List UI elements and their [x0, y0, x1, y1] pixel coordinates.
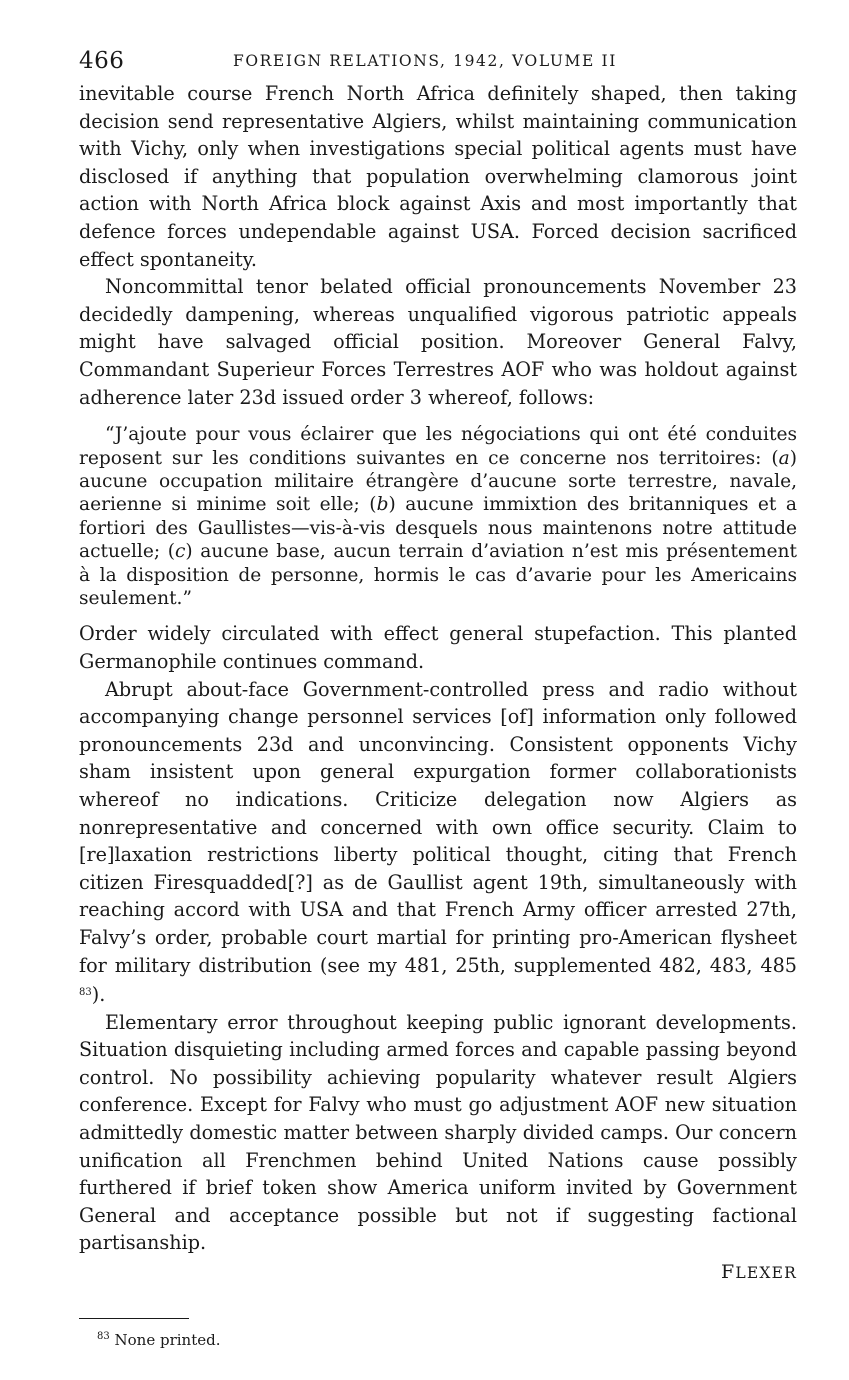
paragraph-4-end: ). [91, 983, 106, 1007]
page-header [79, 40, 797, 80]
page-number: 466 [79, 48, 125, 74]
quote-part-4: ) aucune base, aucun terrain d’aviation n’est mis présentement à la disposition de personne, hormis le cas d’avarie pour les Americains seulement.” [79, 541, 798, 609]
paragraph-1: inevitable course French North Africa definitely shaped, then taking decision send representative Algiers, whilst maintaining communication with Vichy, only when investigations special political agents must have disclosed if anything that population overwhelming clamorous joint action with North Africa block against Axis and most importantly that defence forces undependable against USA. Forced decision sacrificed effect spontaneity. [79, 82, 797, 271]
quote-label-b: b [376, 494, 389, 516]
footnote-marker: 83 [97, 1331, 110, 1343]
quote-part-1: “J’ajoute pour vous éclairer que les négociations qui ont été conduites reposent sur les conditions suivantes en ce concerne nos territoires: ( [79, 424, 797, 469]
document-page [79, 40, 797, 1349]
footnote-text: None printed. [114, 1331, 221, 1350]
footnote [79, 1331, 797, 1349]
signature-rest: LEXER [735, 1264, 797, 1283]
quote-label-c: c [174, 541, 186, 563]
footnote-rule [79, 1318, 189, 1319]
quote-label-a: a [778, 447, 790, 469]
paragraph-2: Noncommittal tenor belated official pronouncements November 23 decidedly dampening, whereas unqualified vigorous patriotic appeals might have salvaged official position. Moreover General Falvy, Commandant Superieur Forces Terrestres AOF who was holdout against adherence later 23d issued order 3 whereof, follows: [79, 275, 797, 409]
paragraph-5: Elementary error throughout keeping public ignorant developments. Situation disquieting including armed forces and capable passing beyond control. No possibility achieving popularity whatever result Algiers conference. Except for Falvy who must go adjustment AOF new situation admittedly domestic matter between sharply divided camps. Our concern unification all Frenchmen behind United Nations cause possibly furthered if brief token show America uniform invited by Government General and acceptance possible but not if suggesting factional partisanship. [79, 1010, 797, 1255]
quote-text [79, 423, 797, 610]
block-quote [79, 423, 797, 610]
signature-initial: F [720, 1261, 736, 1284]
paragraph-3: Order widely circulated with effect general stupefaction. This planted Germanophile continues command. [79, 622, 797, 673]
quote-part-3: ) aucune immixtion des britanniques et a fortiori des Gaullistes—vis-à-vis desquels nous maintenons notre attitude actuelle; ( [79, 494, 797, 563]
quote-part-2: ) aucune occupation militaire étrangère d’aucune sorte terrestre, navale, aerienne si minime soit elle; ( [79, 447, 797, 516]
signature [79, 1261, 797, 1283]
paragraph-4 [79, 676, 797, 1009]
paragraph-4-text: Abrupt about-face Government-controlled press and radio without accompanying change personnel services [of] information only followed pronouncements 23d and unconvincing. Consistent opponents Vichy sham insistent upon general expurgation former collaborationists whereof no indications. Criticize delegation now Algiers as nonrepresentative and concerned with own office security. Claim to [re]laxation restrictions liberty political thought, citing that French citizen Firesquadded[?] as de Gaullist agent 19th, simultaneously with reaching accord with USA and that French Army officer arrested 27th, Falvy’s order, probable court martial for printing pro-American flysheet for military distribution (see my 481, 25th, supplemented 482, 483, 485 [79, 677, 797, 977]
running-head: FOREIGN RELATIONS, 1942, VOLUME II [233, 52, 617, 70]
footnote-reference: 83 [79, 987, 92, 999]
